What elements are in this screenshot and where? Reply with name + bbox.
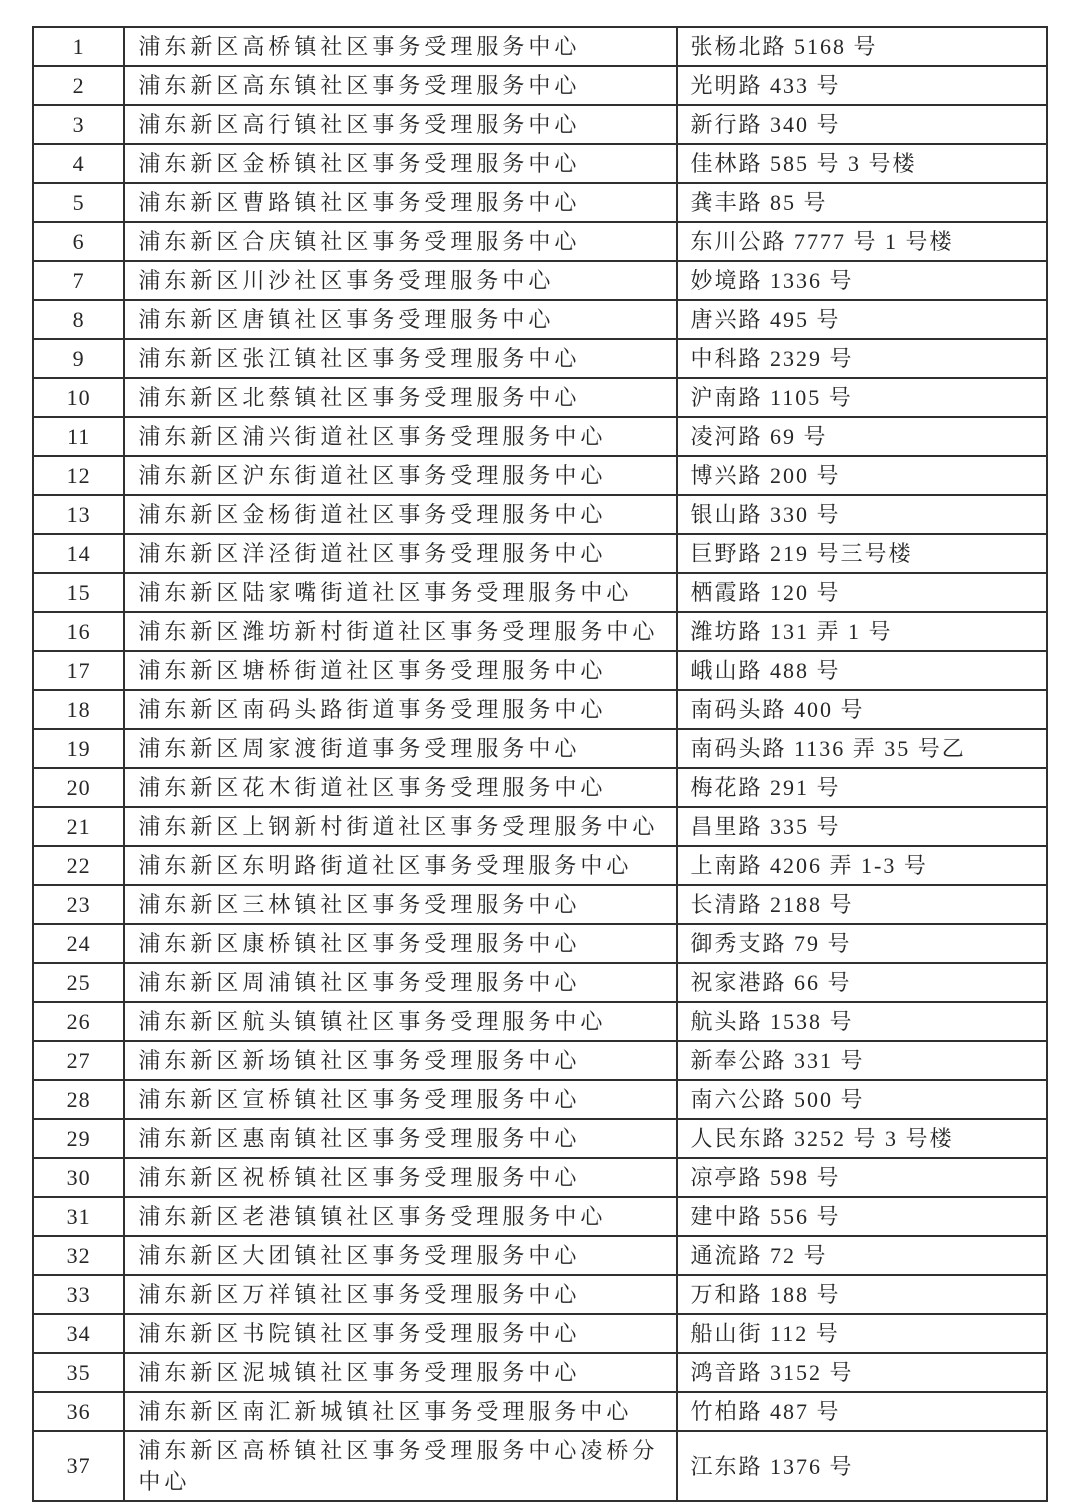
- row-number-cell: 9: [33, 339, 124, 378]
- center-address-cell: 光明路 433 号: [677, 66, 1047, 105]
- center-address-cell: 上南路 4206 弄 1-3 号: [677, 846, 1047, 885]
- center-address-cell: 万和路 188 号: [677, 1275, 1047, 1314]
- center-name-cell: 浦东新区新场镇社区事务受理服务中心: [124, 1041, 676, 1080]
- center-address-cell: 巨野路 219 号三号楼: [677, 534, 1047, 573]
- table-row: [33, 612, 1047, 651]
- center-name-cell: 浦东新区潍坊新村街道社区事务受理服务中心: [124, 612, 676, 651]
- row-number-cell: 28: [33, 1080, 124, 1119]
- center-name-cell: 浦东新区南码头路街道事务受理服务中心: [124, 690, 676, 729]
- center-name-cell: 浦东新区老港镇镇社区事务受理服务中心: [124, 1197, 676, 1236]
- table-row: [33, 417, 1047, 456]
- center-address-cell: 航头路 1538 号: [677, 1002, 1047, 1041]
- table-row: [33, 1353, 1047, 1392]
- row-number-cell: 8: [33, 300, 124, 339]
- table-row: [33, 1041, 1047, 1080]
- center-name-cell: 浦东新区洋泾街道社区事务受理服务中心: [124, 534, 676, 573]
- table-row: [33, 456, 1047, 495]
- table-row: [33, 1197, 1047, 1236]
- center-address-cell: 祝家港路 66 号: [677, 963, 1047, 1002]
- center-name-cell: 浦东新区浦兴街道社区事务受理服务中心: [124, 417, 676, 456]
- row-number-cell: 12: [33, 456, 124, 495]
- table-row: [33, 1080, 1047, 1119]
- table-row: [33, 924, 1047, 963]
- center-name-cell: 浦东新区唐镇社区事务受理服务中心: [124, 300, 676, 339]
- center-address-cell: 张杨北路 5168 号: [677, 27, 1047, 66]
- row-number-cell: 31: [33, 1197, 124, 1236]
- table-row: [33, 105, 1047, 144]
- center-address-cell: 通流路 72 号: [677, 1236, 1047, 1275]
- center-address-cell: 龚丰路 85 号: [677, 183, 1047, 222]
- table-row: [33, 768, 1047, 807]
- center-address-cell: 鸿音路 3152 号: [677, 1353, 1047, 1392]
- center-name-cell: 浦东新区三林镇社区事务受理服务中心: [124, 885, 676, 924]
- center-name-cell: 浦东新区北蔡镇社区事务受理服务中心: [124, 378, 676, 417]
- row-number-cell: 36: [33, 1392, 124, 1431]
- center-address-cell: 人民东路 3252 号 3 号楼: [677, 1119, 1047, 1158]
- center-name-cell: 浦东新区上钢新村街道社区事务受理服务中心: [124, 807, 676, 846]
- center-address-cell: 新行路 340 号: [677, 105, 1047, 144]
- row-number-cell: 18: [33, 690, 124, 729]
- center-address-cell: 南六公路 500 号: [677, 1080, 1047, 1119]
- center-address-cell: 中科路 2329 号: [677, 339, 1047, 378]
- table-row: [33, 1314, 1047, 1353]
- center-name-cell: 浦东新区张江镇社区事务受理服务中心: [124, 339, 676, 378]
- table-row: [33, 1431, 1047, 1501]
- row-number-cell: 29: [33, 1119, 124, 1158]
- center-address-cell: 江东路 1376 号: [677, 1431, 1047, 1501]
- table-row: [33, 534, 1047, 573]
- center-address-cell: 南码头路 400 号: [677, 690, 1047, 729]
- center-address-cell: 船山街 112 号: [677, 1314, 1047, 1353]
- center-name-cell: 浦东新区南汇新城镇社区事务受理服务中心: [124, 1392, 676, 1431]
- table-row: [33, 183, 1047, 222]
- center-name-cell: 浦东新区高行镇社区事务受理服务中心: [124, 105, 676, 144]
- table-row: [33, 1392, 1047, 1431]
- row-number-cell: 21: [33, 807, 124, 846]
- center-name-cell: 浦东新区康桥镇社区事务受理服务中心: [124, 924, 676, 963]
- table-row: [33, 339, 1047, 378]
- row-number-cell: 16: [33, 612, 124, 651]
- center-name-cell: 浦东新区花木街道社区事务受理服务中心: [124, 768, 676, 807]
- center-name-cell: 浦东新区合庆镇社区事务受理服务中心: [124, 222, 676, 261]
- center-name-cell: 浦东新区陆家嘴街道社区事务受理服务中心: [124, 573, 676, 612]
- center-name-cell: 浦东新区惠南镇社区事务受理服务中心: [124, 1119, 676, 1158]
- center-name-cell: 浦东新区周家渡街道事务受理服务中心: [124, 729, 676, 768]
- table-row: [33, 27, 1047, 66]
- center-name-cell: 浦东新区书院镇社区事务受理服务中心: [124, 1314, 676, 1353]
- center-address-cell: 建中路 556 号: [677, 1197, 1047, 1236]
- table-row: [33, 1158, 1047, 1197]
- center-address-cell: 竹柏路 487 号: [677, 1392, 1047, 1431]
- table-row: [33, 300, 1047, 339]
- center-address-cell: 唐兴路 495 号: [677, 300, 1047, 339]
- center-name-cell: 浦东新区金杨街道社区事务受理服务中心: [124, 495, 676, 534]
- center-name-cell: 浦东新区宣桥镇社区事务受理服务中心: [124, 1080, 676, 1119]
- row-number-cell: 1: [33, 27, 124, 66]
- table-row: [33, 729, 1047, 768]
- center-name-cell: 浦东新区万祥镇社区事务受理服务中心: [124, 1275, 676, 1314]
- row-number-cell: 17: [33, 651, 124, 690]
- center-address-cell: 长清路 2188 号: [677, 885, 1047, 924]
- row-number-cell: 6: [33, 222, 124, 261]
- row-number-cell: 33: [33, 1275, 124, 1314]
- row-number-cell: 35: [33, 1353, 124, 1392]
- center-address-cell: 凌河路 69 号: [677, 417, 1047, 456]
- table-row: [33, 573, 1047, 612]
- center-name-cell: 浦东新区航头镇镇社区事务受理服务中心: [124, 1002, 676, 1041]
- row-number-cell: 37: [33, 1431, 124, 1501]
- service-centers-table-container: [32, 26, 1048, 1502]
- row-number-cell: 25: [33, 963, 124, 1002]
- center-address-cell: 南码头路 1136 弄 35 号乙: [677, 729, 1047, 768]
- centers-table-body: [33, 27, 1047, 1501]
- service-centers-table: [32, 26, 1048, 1502]
- table-row: [33, 807, 1047, 846]
- center-address-cell: 新奉公路 331 号: [677, 1041, 1047, 1080]
- center-name-cell: 浦东新区高桥镇社区事务受理服务中心: [124, 27, 676, 66]
- table-row: [33, 261, 1047, 300]
- table-row: [33, 846, 1047, 885]
- row-number-cell: 26: [33, 1002, 124, 1041]
- table-row: [33, 690, 1047, 729]
- center-name-cell: 浦东新区东明路街道社区事务受理服务中心: [124, 846, 676, 885]
- center-address-cell: 梅花路 291 号: [677, 768, 1047, 807]
- center-name-cell: 浦东新区塘桥街道社区事务受理服务中心: [124, 651, 676, 690]
- table-row: [33, 495, 1047, 534]
- row-number-cell: 30: [33, 1158, 124, 1197]
- row-number-cell: 19: [33, 729, 124, 768]
- table-row: [33, 1236, 1047, 1275]
- center-name-cell: 浦东新区川沙社区事务受理服务中心: [124, 261, 676, 300]
- row-number-cell: 4: [33, 144, 124, 183]
- table-row: [33, 1275, 1047, 1314]
- center-address-cell: 佳林路 585 号 3 号楼: [677, 144, 1047, 183]
- row-number-cell: 24: [33, 924, 124, 963]
- center-name-cell: 浦东新区泥城镇社区事务受理服务中心: [124, 1353, 676, 1392]
- center-address-cell: 潍坊路 131 弄 1 号: [677, 612, 1047, 651]
- row-number-cell: 11: [33, 417, 124, 456]
- center-name-cell: 浦东新区金桥镇社区事务受理服务中心: [124, 144, 676, 183]
- center-address-cell: 峨山路 488 号: [677, 651, 1047, 690]
- center-address-cell: 凉亭路 598 号: [677, 1158, 1047, 1197]
- row-number-cell: 20: [33, 768, 124, 807]
- center-address-cell: 银山路 330 号: [677, 495, 1047, 534]
- center-address-cell: 栖霞路 120 号: [677, 573, 1047, 612]
- row-number-cell: 23: [33, 885, 124, 924]
- center-address-cell: 昌里路 335 号: [677, 807, 1047, 846]
- center-name-cell: 浦东新区高桥镇社区事务受理服务中心凌桥分中心: [124, 1431, 676, 1501]
- center-address-cell: 东川公路 7777 号 1 号楼: [677, 222, 1047, 261]
- row-number-cell: 32: [33, 1236, 124, 1275]
- table-row: [33, 963, 1047, 1002]
- center-name-cell: 浦东新区大团镇社区事务受理服务中心: [124, 1236, 676, 1275]
- center-address-cell: 妙境路 1336 号: [677, 261, 1047, 300]
- row-number-cell: 3: [33, 105, 124, 144]
- table-row: [33, 1119, 1047, 1158]
- row-number-cell: 13: [33, 495, 124, 534]
- table-row: [33, 1002, 1047, 1041]
- center-name-cell: 浦东新区曹路镇社区事务受理服务中心: [124, 183, 676, 222]
- center-address-cell: 御秀支路 79 号: [677, 924, 1047, 963]
- center-name-cell: 浦东新区高东镇社区事务受理服务中心: [124, 66, 676, 105]
- row-number-cell: 14: [33, 534, 124, 573]
- center-address-cell: 沪南路 1105 号: [677, 378, 1047, 417]
- table-row: [33, 378, 1047, 417]
- row-number-cell: 27: [33, 1041, 124, 1080]
- row-number-cell: 34: [33, 1314, 124, 1353]
- table-row: [33, 885, 1047, 924]
- table-row: [33, 222, 1047, 261]
- table-row: [33, 144, 1047, 183]
- center-name-cell: 浦东新区沪东街道社区事务受理服务中心: [124, 456, 676, 495]
- center-name-cell: 浦东新区周浦镇社区事务受理服务中心: [124, 963, 676, 1002]
- row-number-cell: 10: [33, 378, 124, 417]
- center-address-cell: 博兴路 200 号: [677, 456, 1047, 495]
- row-number-cell: 5: [33, 183, 124, 222]
- row-number-cell: 7: [33, 261, 124, 300]
- row-number-cell: 2: [33, 66, 124, 105]
- table-row: [33, 651, 1047, 690]
- center-name-cell: 浦东新区祝桥镇社区事务受理服务中心: [124, 1158, 676, 1197]
- table-row: [33, 66, 1047, 105]
- row-number-cell: 15: [33, 573, 124, 612]
- row-number-cell: 22: [33, 846, 124, 885]
